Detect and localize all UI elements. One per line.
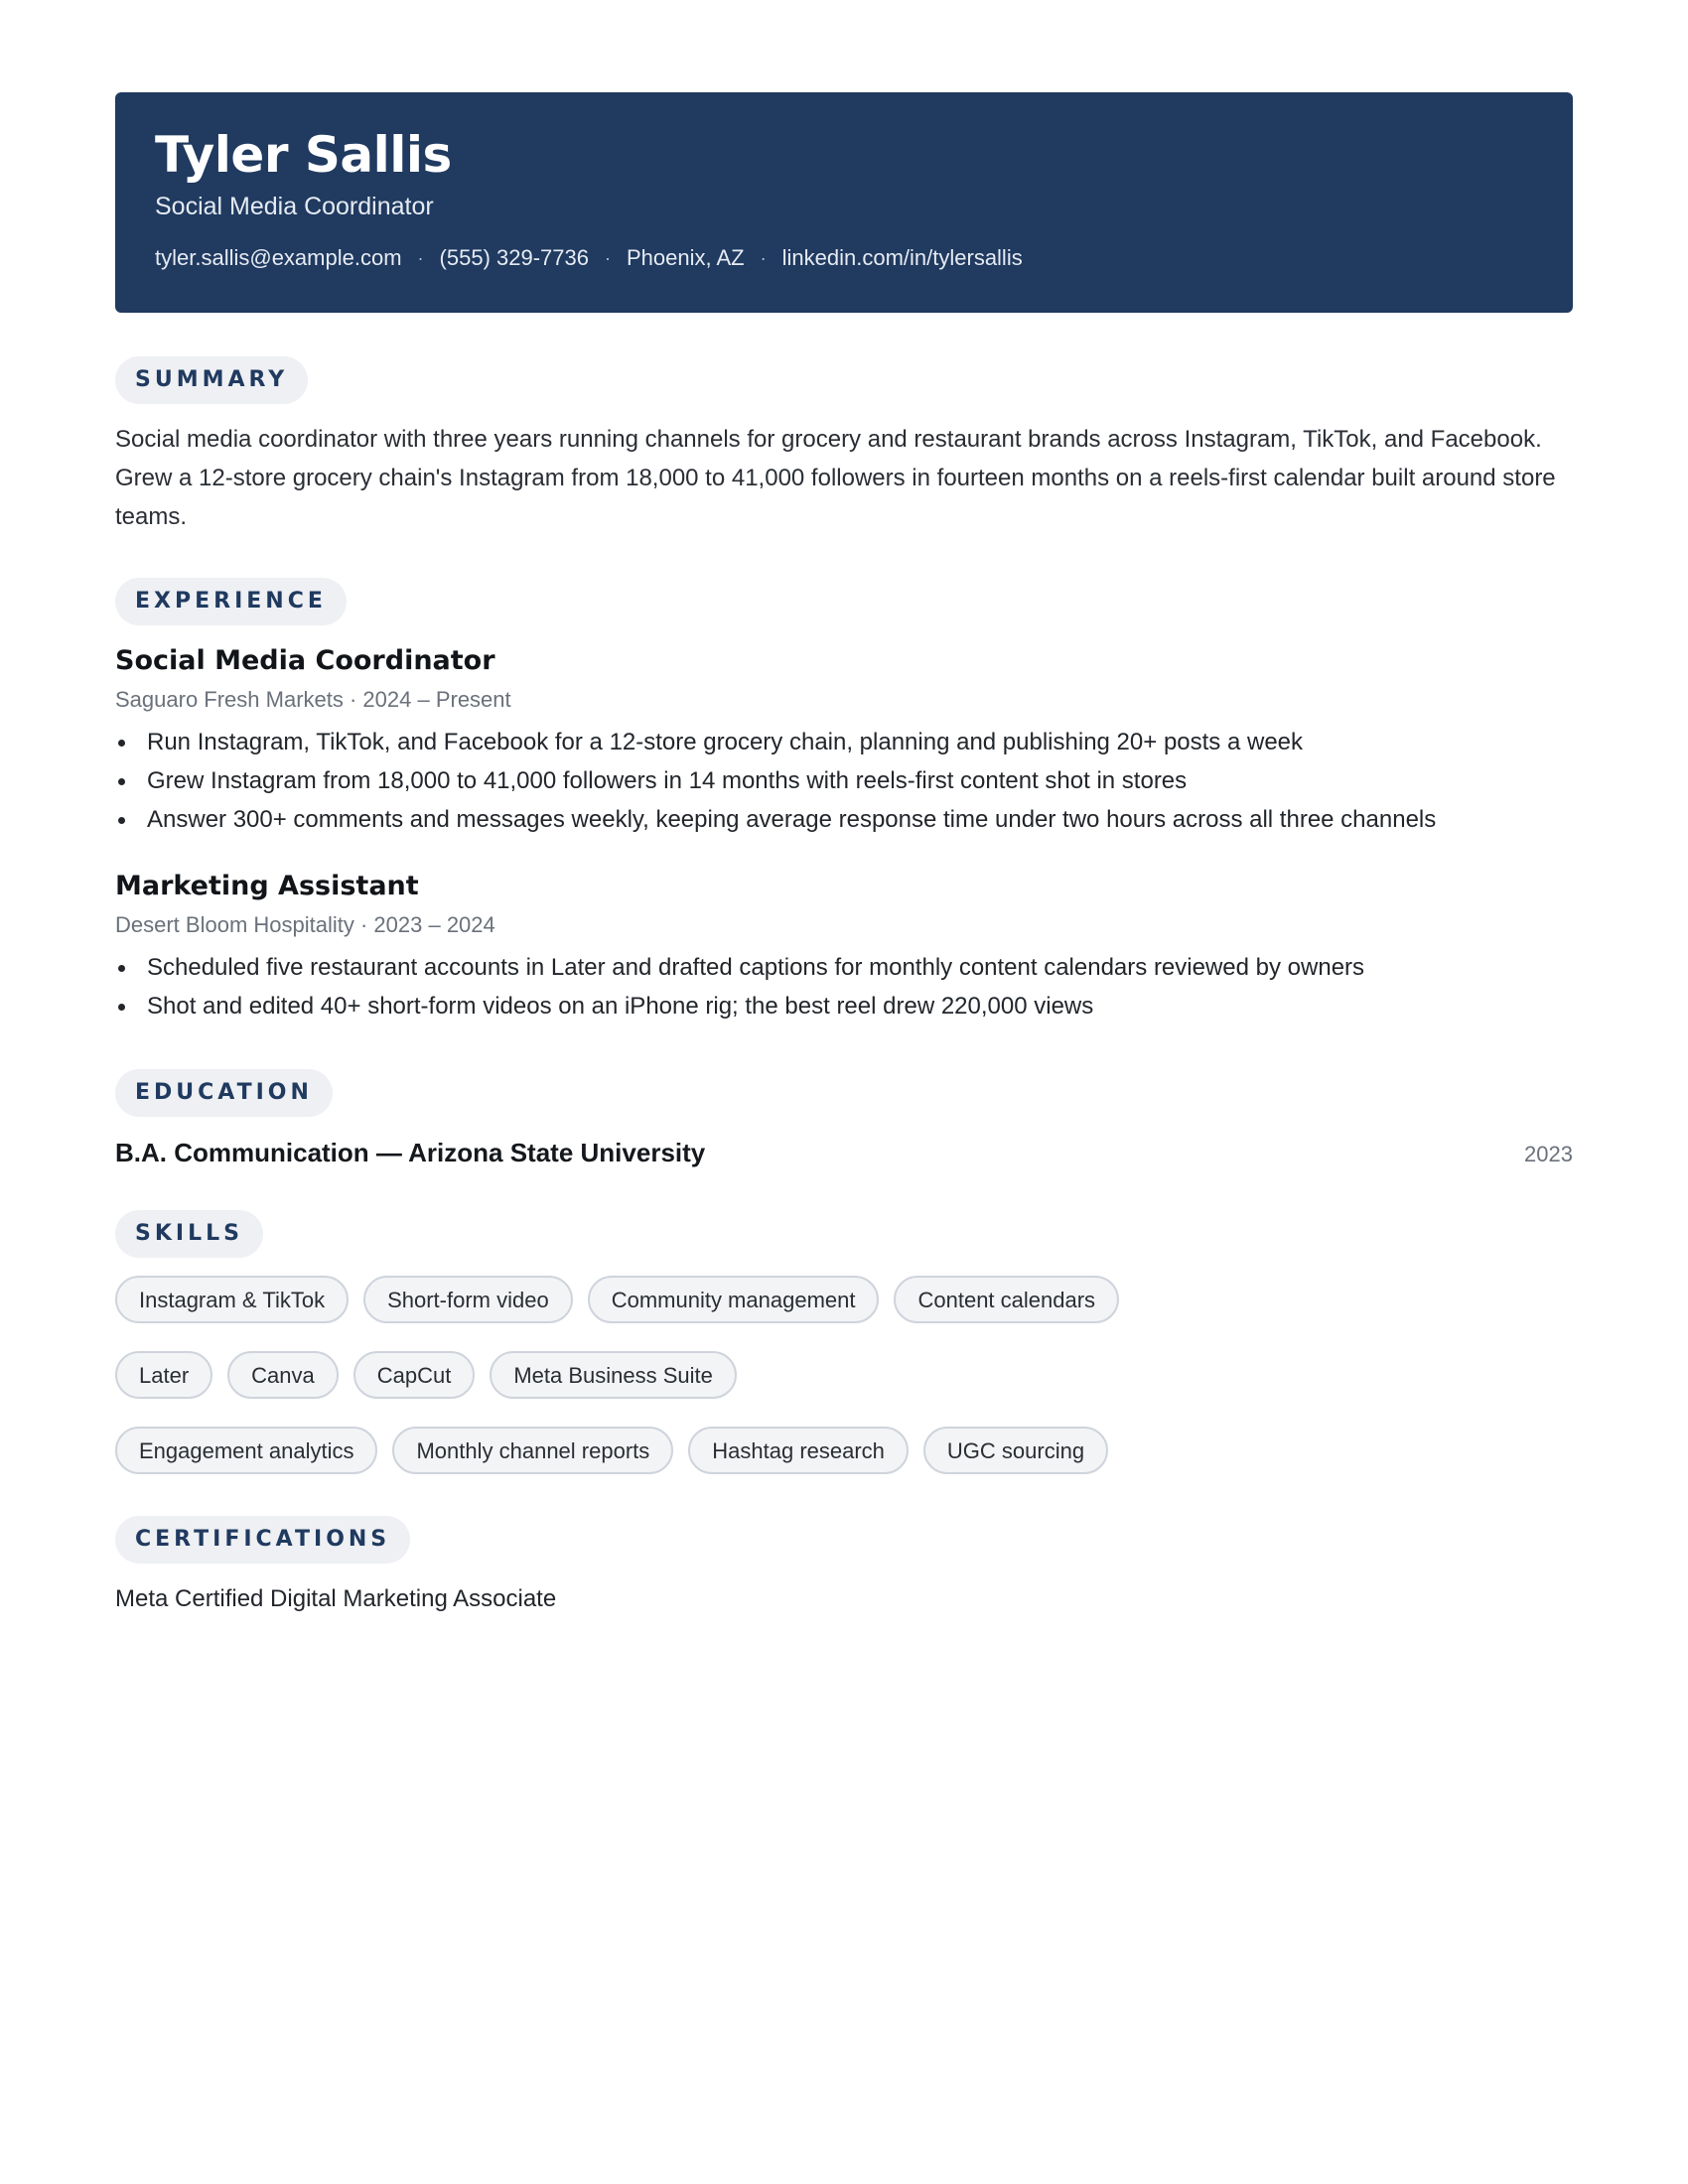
skill-row (115, 1351, 1573, 1399)
skill-chip: Monthly channel reports (392, 1427, 673, 1474)
job-entry (115, 643, 1573, 839)
job-title: Marketing Assistant (115, 871, 419, 901)
certifications-heading: CERTIFICATIONS (115, 1516, 410, 1564)
contact-phone[interactable]: (555) 329-7736 (439, 245, 589, 270)
skill-chip: Canva (227, 1351, 339, 1399)
skill-row (115, 1427, 1573, 1474)
skill-chip: Instagram & TikTok (115, 1276, 349, 1323)
job-bullet: Shot and edited 40+ short-form videos on an iPhone rig; the best reel drew 220,000 views (115, 987, 1573, 1025)
skill-chips (115, 1276, 1573, 1474)
skill-chip: Hashtag research (688, 1427, 909, 1474)
job-meta: Saguaro Fresh Markets · 2024 – Present (115, 687, 511, 712)
resume-page (115, 92, 1573, 1617)
skill-chip: Content calendars (894, 1276, 1119, 1323)
job-title: Social Media Coordinator (115, 645, 495, 676)
skill-chip: Short-form video (363, 1276, 573, 1323)
skill-chip: Later (115, 1351, 212, 1399)
job-entry (115, 869, 1573, 1025)
skill-chip: Engagement analytics (115, 1427, 377, 1474)
skill-row (115, 1276, 1573, 1323)
candidate-role: Social Media Coordinator (155, 193, 434, 220)
skill-chip: UGC sourcing (923, 1427, 1108, 1474)
job-bullets (115, 723, 1573, 839)
education-year: 2023 (1524, 1142, 1573, 1166)
summary-text: Social media coordinator with three years running channels for grocery and restaurant brands across Instagram, TikTok, and Facebook. Grew a 12-store grocery chain's Instagram from 18,000 to 41,000 followers in fourteen months on a reels-first calendar built around store teams. (115, 426, 1556, 530)
certification-item: Meta Certified Digital Marketing Associate (115, 1585, 557, 1612)
summary-section (115, 313, 1573, 536)
skill-chip: Meta Business Suite (490, 1351, 737, 1399)
contact-separator: · (604, 248, 611, 268)
contact-separator: · (417, 248, 424, 268)
job-bullets (115, 948, 1573, 1025)
job-bullet: Run Instagram, TikTok, and Facebook for a 12-store grocery chain, planning and publishing 20+ posts a week (115, 723, 1573, 761)
skill-chip: Community management (588, 1276, 880, 1323)
education-section (115, 1025, 1573, 1170)
skills-heading: SKILLS (115, 1210, 263, 1258)
experience-heading: EXPERIENCE (115, 578, 347, 625)
experience-section (115, 536, 1573, 1025)
candidate-name: Tyler Sallis (155, 126, 452, 184)
skills-section (115, 1170, 1573, 1474)
skill-chip: CapCut (353, 1351, 476, 1399)
job-bullet: Scheduled five restaurant accounts in Later and drafted captions for monthly content calendars reviewed by owners (115, 948, 1573, 987)
job-meta: Desert Bloom Hospitality · 2023 – 2024 (115, 912, 495, 937)
contact-linkedin[interactable]: linkedin.com/in/tylersallis (781, 245, 1023, 270)
summary-heading: SUMMARY (115, 356, 308, 404)
education-degree: B.A. Communication — Arizona State University (115, 1138, 706, 1167)
contact-line (155, 243, 1533, 273)
job-bullet: Answer 300+ comments and messages weekly, keeping average response time under two hours across all three channels (115, 800, 1573, 839)
contact-location: Phoenix, AZ (626, 245, 745, 270)
contact-separator: · (760, 248, 767, 268)
job-bullet: Grew Instagram from 18,000 to 41,000 followers in 14 months with reels-first content shot in stores (115, 761, 1573, 800)
contact-email[interactable]: tyler.sallis@example.com (155, 245, 402, 270)
education-entry (115, 1135, 1573, 1170)
education-heading: EDUCATION (115, 1069, 333, 1117)
certifications-section (115, 1502, 1573, 1617)
resume-header (115, 92, 1573, 313)
